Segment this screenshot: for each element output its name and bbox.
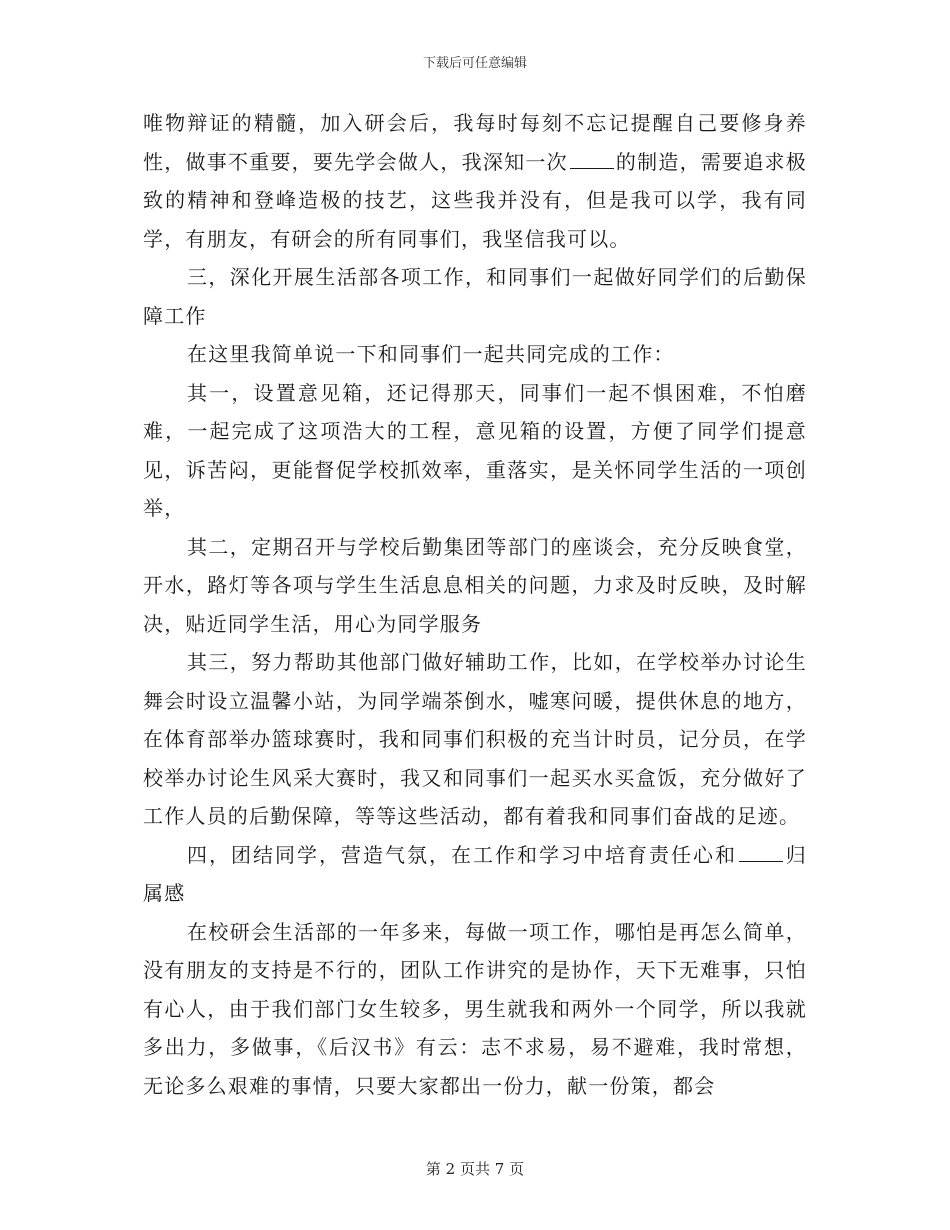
page-number: 第 2 页共 7 页 [425,1160,525,1178]
section-heading-4-part-2: 归属感 [143,842,808,905]
paragraph-closing: 在校研会生活部的一年多来，每做一项工作，哪怕是再怎么简单，没有朋友的支持是不行的，团队工作讲究的是协作，天下无难事，只怕有心人，由于我们部门女生较多，男生就我和两外一个同学，所以我就多出力，多做事，《后汉书》有云：志不求易，易不避难，我时常想，无论多么艰难的事情，只要大家都出一份力，献一份策，都会 [143,919,807,1098]
paragraph-1 [143,104,807,258]
page-header: 下载后可任意编辑 [422,56,527,71]
paragraph-intro: 在这里我简单说一下和同事们一起共同完成的工作： [187,342,675,366]
fill-blank-1 [570,152,614,169]
paragraph-1-part-2: 的制造，需要追求极致的精神和登峰造极的技艺，这些我并没有，但是我可以学，我有同学，有朋友，有研会的所有同事们，我坚信我可以。 [143,149,807,251]
section-heading-4-part-1: 四，团结同学，营造气氛，在工作和学习中培育责任心和 [187,842,737,867]
paragraph-item-3: 其三，努力帮助其他部门做好辅助工作，比如，在学校举办讨论生舞会时设立温馨小站，为同学端茶倒水，嘘寒问暖，提供休息的地方，在体育部举办篮球赛时，我和同事们积极的充当计时员，记分员，在学校举办讨论生风采大赛时，我又和同事们一起买水买盒饭，充分做好了工作人员的后勤保障，等等这些活动，都有着我和同事们奋战的足迹。 [143,650,807,828]
paragraph-item-2: 其二，定期召开与学校后勤集团等部门的座谈会，充分反映食堂，开水，路灯等各项与学生生活息息相关的问题，力求及时反映，及时解决，贴近同学生活，用心为同学服务 [143,534,807,636]
section-heading-3: 三，深化开展生活部各项工作，和同事们一起做好同学们的后勤保障工作 [143,265,807,328]
fill-blank-2 [739,845,783,862]
paragraph-item-1: 其一，设置意见箱，还记得那天，同事们一起不惧困难，不怕磨难，一起完成了这项浩大的工程，意见箱的设置，方便了同学们提意见，诉苦闷，更能督促学校抓效率，重落实，是关怀同学生活的一项创举， [143,380,807,520]
document-body [143,104,807,1105]
paragraph-1-part-1: 唯物辩证的精髓，加入研会后，我每时每刻不忘记提醒自己要修身养性，做事不重要，要先学会做人，我深知一次 [143,111,807,174]
section-heading-4 [143,836,807,913]
